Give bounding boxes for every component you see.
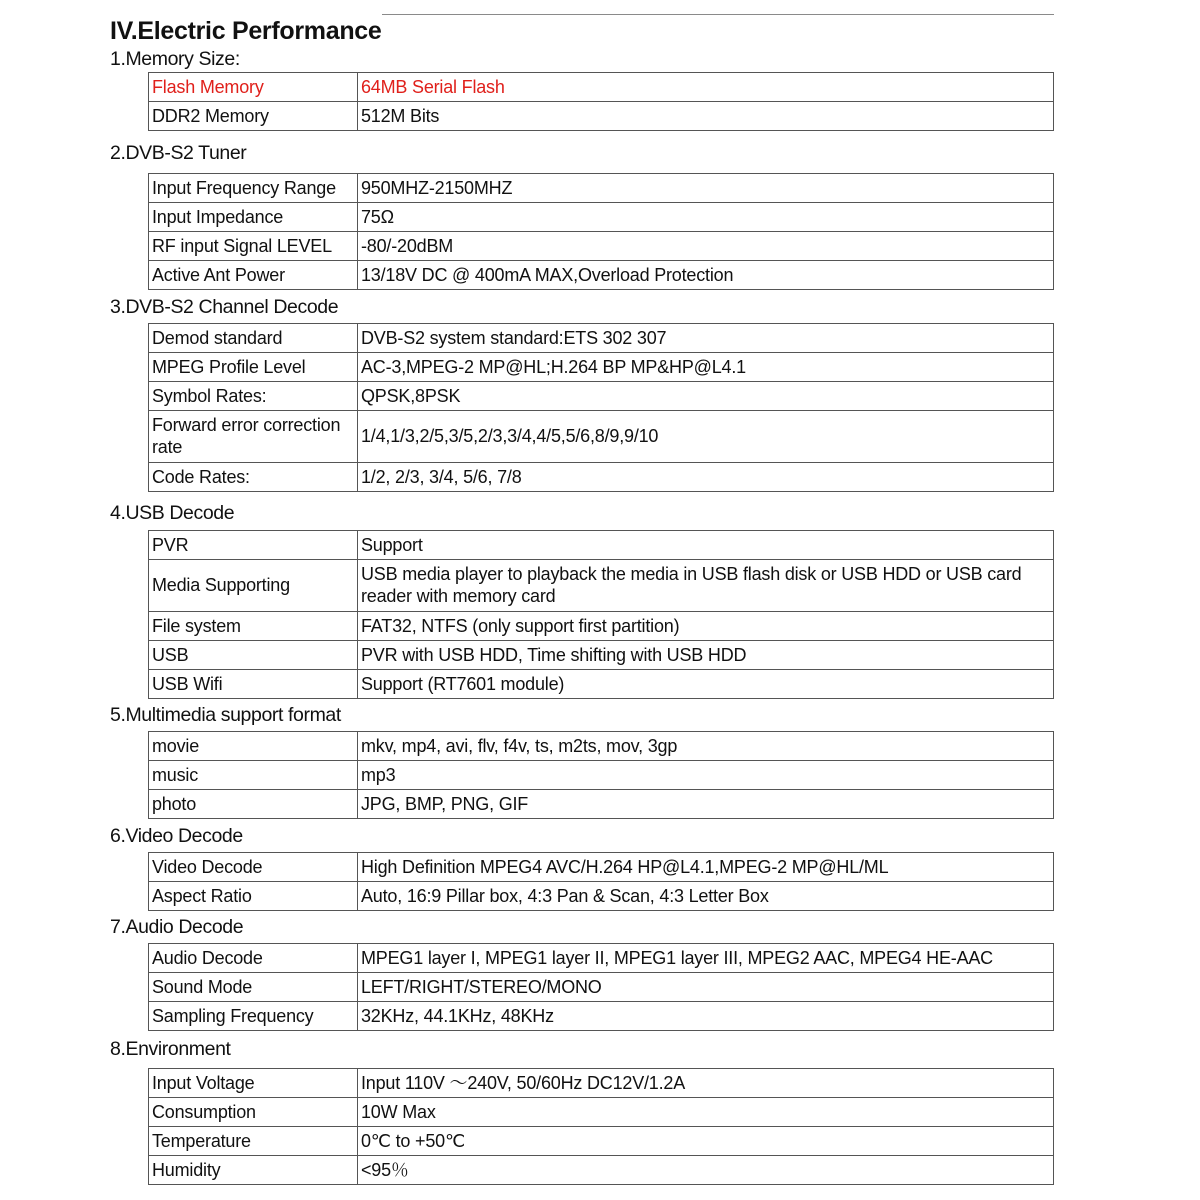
row-label: Code Rates: xyxy=(149,463,358,492)
table-row xyxy=(149,944,1054,973)
row-value: 13/18V DC @ 400mA MAX,Overload Protection xyxy=(358,261,1054,290)
row-label: Input Impedance xyxy=(149,203,358,232)
document-title: IV.Electric Performance xyxy=(110,17,382,45)
row-label: DDR2 Memory xyxy=(149,102,358,131)
section-heading: 7.Audio Decode xyxy=(110,916,244,938)
section-heading: 3.DVB-S2 Channel Decode xyxy=(110,296,339,318)
table-row xyxy=(149,761,1054,790)
row-value: High Definition MPEG4 AVC/H.264 HP@L4.1,MPEG-2 MP@HL/ML xyxy=(358,853,1054,882)
row-label: USB Wifi xyxy=(149,670,358,699)
table-row xyxy=(149,853,1054,882)
table-row xyxy=(149,612,1054,641)
row-value: QPSK,8PSK xyxy=(358,382,1054,411)
row-value: JPG, BMP, PNG, GIF xyxy=(358,790,1054,819)
section-heading: 5.Multimedia support format xyxy=(110,704,341,726)
row-value: 64MB Serial Flash xyxy=(358,73,1054,102)
row-value: USB media player to playback the media in USB flash disk or USB HDD or USB card reader with memory card xyxy=(358,560,1054,612)
row-label: Video Decode xyxy=(149,853,358,882)
row-value: Input 110V ～240V, 50/60Hz DC12V/1.2A xyxy=(358,1069,1054,1098)
row-value: PVR with USB HDD, Time shifting with USB HDD xyxy=(358,641,1054,670)
spec-table xyxy=(148,1068,1054,1185)
table-row xyxy=(149,882,1054,911)
table-row xyxy=(149,973,1054,1002)
row-label: PVR xyxy=(149,531,358,560)
table-row xyxy=(149,1127,1054,1156)
row-label: MPEG Profile Level xyxy=(149,353,358,382)
table-row xyxy=(149,560,1054,612)
row-value: FAT32, NTFS (only support first partition) xyxy=(358,612,1054,641)
row-value: Support (RT7601 module) xyxy=(358,670,1054,699)
row-label: Symbol Rates: xyxy=(149,382,358,411)
table-row xyxy=(149,1156,1054,1185)
spec-table xyxy=(148,852,1054,911)
row-label: music xyxy=(149,761,358,790)
row-value: Support xyxy=(358,531,1054,560)
row-label: Media Supporting xyxy=(149,560,358,612)
top-divider xyxy=(382,14,1054,15)
row-label: Input Frequency Range xyxy=(149,174,358,203)
section-heading: 8.Environment xyxy=(110,1038,231,1060)
row-value: 10W Max xyxy=(358,1098,1054,1127)
row-value: 32KHz, 44.1KHz, 48KHz xyxy=(358,1002,1054,1031)
table-row xyxy=(149,324,1054,353)
row-label: Consumption xyxy=(149,1098,358,1127)
section-heading: 6.Video Decode xyxy=(110,825,243,847)
row-label: File system xyxy=(149,612,358,641)
table-row xyxy=(149,1098,1054,1127)
table-row xyxy=(149,411,1054,463)
row-value: mkv, mp4, avi, flv, f4v, ts, m2ts, mov, 3gp xyxy=(358,732,1054,761)
row-label: Aspect Ratio xyxy=(149,882,358,911)
row-label: Active Ant Power xyxy=(149,261,358,290)
spec-table xyxy=(148,323,1054,492)
row-value: MPEG1 layer I, MPEG1 layer II, MPEG1 layer III, MPEG2 AAC, MPEG4 HE-AAC xyxy=(358,944,1054,973)
row-label: Demod standard xyxy=(149,324,358,353)
table-row xyxy=(149,1069,1054,1098)
section-memory-size xyxy=(110,47,1054,126)
row-value: DVB-S2 system standard:ETS 302 307 xyxy=(358,324,1054,353)
row-label: USB xyxy=(149,641,358,670)
row-label: photo xyxy=(149,790,358,819)
row-label: Humidity xyxy=(149,1156,358,1185)
table-row xyxy=(149,174,1054,203)
row-label: Forward error correction rate xyxy=(149,411,358,463)
section-heading: 4.USB Decode xyxy=(110,502,235,524)
table-row xyxy=(149,203,1054,232)
row-value: -80/-20dBM xyxy=(358,232,1054,261)
row-value: LEFT/RIGHT/STEREO/MONO xyxy=(358,973,1054,1002)
row-value: mp3 xyxy=(358,761,1054,790)
row-value: 1/4,1/3,2/5,3/5,2/3,3/4,4/5,5/6,8/9,9/10 xyxy=(358,411,1054,463)
table-row xyxy=(149,790,1054,819)
spec-table xyxy=(148,72,1054,131)
table-row xyxy=(149,670,1054,699)
row-label: Flash Memory xyxy=(149,73,358,102)
row-label: Input Voltage xyxy=(149,1069,358,1098)
row-label: Sound Mode xyxy=(149,973,358,1002)
table-row xyxy=(149,531,1054,560)
section-dvbs2-tuner xyxy=(110,141,1054,285)
table-row xyxy=(149,353,1054,382)
row-label: Sampling Frequency xyxy=(149,1002,358,1031)
row-value: Auto, 16:9 Pillar box, 4:3 Pan & Scan, 4:3 Letter Box xyxy=(358,882,1054,911)
table-row xyxy=(149,732,1054,761)
row-value: 950MHZ-2150MHZ xyxy=(358,174,1054,203)
table-row xyxy=(149,382,1054,411)
row-value: 1/2, 2/3, 3/4, 5/6, 7/8 xyxy=(358,463,1054,492)
spec-table xyxy=(148,530,1054,699)
table-row xyxy=(149,463,1054,492)
section-heading: 2.DVB-S2 Tuner xyxy=(110,142,247,164)
row-label: Temperature xyxy=(149,1127,358,1156)
row-value: 75Ω xyxy=(358,203,1054,232)
section-audio-decode xyxy=(110,915,1054,1026)
section-multimedia-format xyxy=(110,703,1054,814)
row-label: RF input Signal LEVEL xyxy=(149,232,358,261)
table-row xyxy=(149,1002,1054,1031)
row-value: 512M Bits xyxy=(358,102,1054,131)
table-row xyxy=(149,261,1054,290)
table-row xyxy=(149,232,1054,261)
table-row xyxy=(149,102,1054,131)
section-video-decode xyxy=(110,824,1054,906)
section-dvbs2-channel-decode xyxy=(110,295,1054,487)
table-row xyxy=(149,641,1054,670)
row-label: Audio Decode xyxy=(149,944,358,973)
row-label: movie xyxy=(149,732,358,761)
row-value: AC-3,MPEG-2 MP@HL;H.264 BP MP&HP@L4.1 xyxy=(358,353,1054,382)
section-usb-decode xyxy=(110,501,1054,694)
spec-table xyxy=(148,943,1054,1031)
row-value: <95％ xyxy=(358,1156,1054,1185)
section-heading: 1.Memory Size: xyxy=(110,48,240,70)
spec-table xyxy=(148,173,1054,290)
row-value: 0℃ to +50℃ xyxy=(358,1127,1054,1156)
section-environment xyxy=(110,1037,1054,1180)
table-row xyxy=(149,73,1054,102)
spec-table xyxy=(148,731,1054,819)
